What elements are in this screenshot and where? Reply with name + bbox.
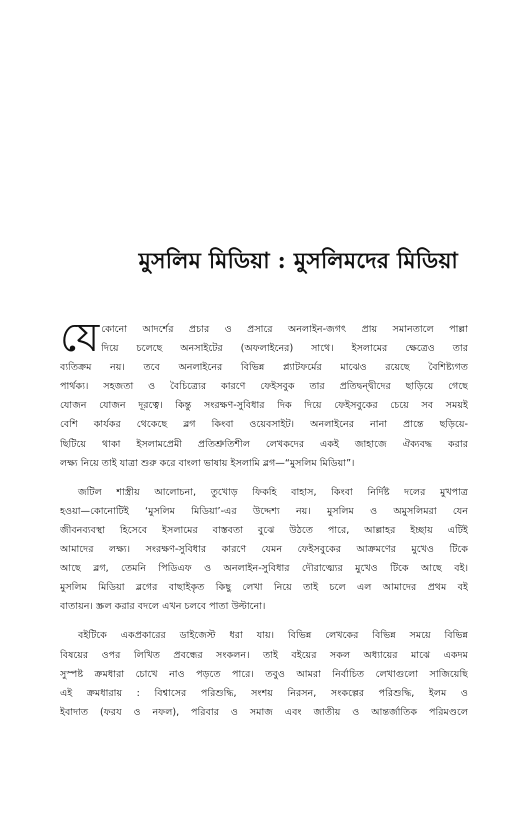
text-line: ছিটিয়ে থাকা ইসলামপ্রেমী প্রতিশ্রুতিশীল লেখকদের একই জাহাজে ঐক্যবদ্ধ করার bbox=[60, 438, 468, 450]
text-line: আছে ব্লগ, তেমনি পিডিএফ ও অনলাইন-সুবিধার দৌরাত্ম্যের মুখেও টিকে আছে বই। bbox=[60, 563, 468, 575]
drop-cap: যে bbox=[60, 315, 100, 361]
text-line: বেশি কার্যকর থেকেছে ব্লগ কিংবা ওয়েবসাইট। অনলাইনের নানা প্রান্তে ছড়িয়ে- bbox=[60, 419, 468, 431]
chapter-body bbox=[60, 315, 468, 722]
text-line: জীবনব্যবস্থা হিসেবে ইসলামের বাস্তবতা বুঝে উঠতে পারে, আল্লাহর ইচ্ছায় এটিই bbox=[60, 524, 468, 536]
text-line: মুসলিম মিডিয়া ব্লগের বাছাইকৃত কিছু লেখা নিয়ে তাই চলে এল আমাদের প্রথম বই bbox=[60, 582, 468, 594]
paragraph-1 bbox=[60, 315, 468, 473]
paragraph-2 bbox=[60, 483, 468, 617]
text-line: লক্ষ্য নিয়ে তাই যাত্রা শুরু করে বাংলা ভাষায় ইসলামি ব্লগ—“মুসলিম মিডিয়া”। bbox=[60, 457, 355, 469]
text-line: এই ক্রমধারায় : বিশ্বাসের পরিশুদ্ধি, সংশয় নিরসন, সংকল্পের পরিশুদ্ধি, ইলম ও bbox=[60, 687, 468, 699]
text-line: বইটিকে একপ্রকারের ডাইজেস্ট ধরা যায়। বিভিন্ন লেখকের বিভিন্ন সময়ে বিভিন্ন bbox=[78, 630, 468, 642]
chapter-title: মুসলিম মিডিয়া : মুসলিমদের মিডিয়া bbox=[138, 248, 458, 274]
text-line: বাতায়ন। স্ক্রল করার বদলে এখন চলবে পাতা উল্টানো। bbox=[60, 601, 266, 613]
text-line: দিয়ে চলেছে অনসাইটের (অফলাইনের) সাথে। ইসলামের ক্ষেত্রেও তার bbox=[101, 343, 468, 355]
text-line: পার্থক্য। সহজতা ও বৈচিত্র্যের কারণে ফেইসবুক তার প্রতিদ্বন্দ্বীদের ছাড়িয়ে গেছে bbox=[60, 381, 468, 393]
text-line: ইবাদাত (ফরয ও নফল), পরিবার ও সমাজ এবং জাতীয় ও আন্তর্জাতিক পরিমণ্ডলে bbox=[60, 706, 468, 718]
text-line: জটিল শাস্ত্রীয় আলোচনা, তুখোড় ফিকহি বাহাস, কিংবা নির্দিষ্ট দলের মুখপাত্র bbox=[78, 486, 468, 498]
text-line: সুস্পষ্ট ক্রমধারা চোখে নাও পড়তে পারে। তবুও আমরা নির্বাচিত লেখাগুলো সাজিয়েছি bbox=[60, 668, 468, 680]
paragraph-3 bbox=[60, 626, 468, 721]
text-line: হওয়া—কোনোটিই ‘মুসলিম মিডিয়া’-এর উদ্দেশ্য নয়। মুসলিম ও অমুসলিমরা যেন bbox=[60, 505, 468, 517]
text-line: আমাদের লক্ষ্য। সংরক্ষণ-সুবিধার কারণে যেমন ফেইসবুকের আক্রমণের মুখেও টিকে bbox=[60, 544, 468, 556]
text-line: যোজন যোজন দূরত্বে। কিন্তু সংরক্ষণ-সুবিধার দিক দিয়ে ফেইসবুকের চেয়ে সব সময়ই bbox=[60, 400, 468, 412]
text-line: ব্যতিক্রম নয়। তবে অনলাইনের বিভিন্ন প্ল্যাটফর্মের মাঝেও রয়েছে বৈশিষ্ট্যগত bbox=[60, 362, 468, 374]
text-line: বিষয়ের ওপর লিখিত প্রবন্ধের সংকলন। তাই বইয়ের সকল অধ্যায়ের মাঝে একদম bbox=[60, 649, 468, 661]
text-line: কোনো আদর্শের প্রচার ও প্রসারে অনলাইন-জগৎ প্রায় সমানতালে পাল্লা bbox=[101, 324, 468, 335]
